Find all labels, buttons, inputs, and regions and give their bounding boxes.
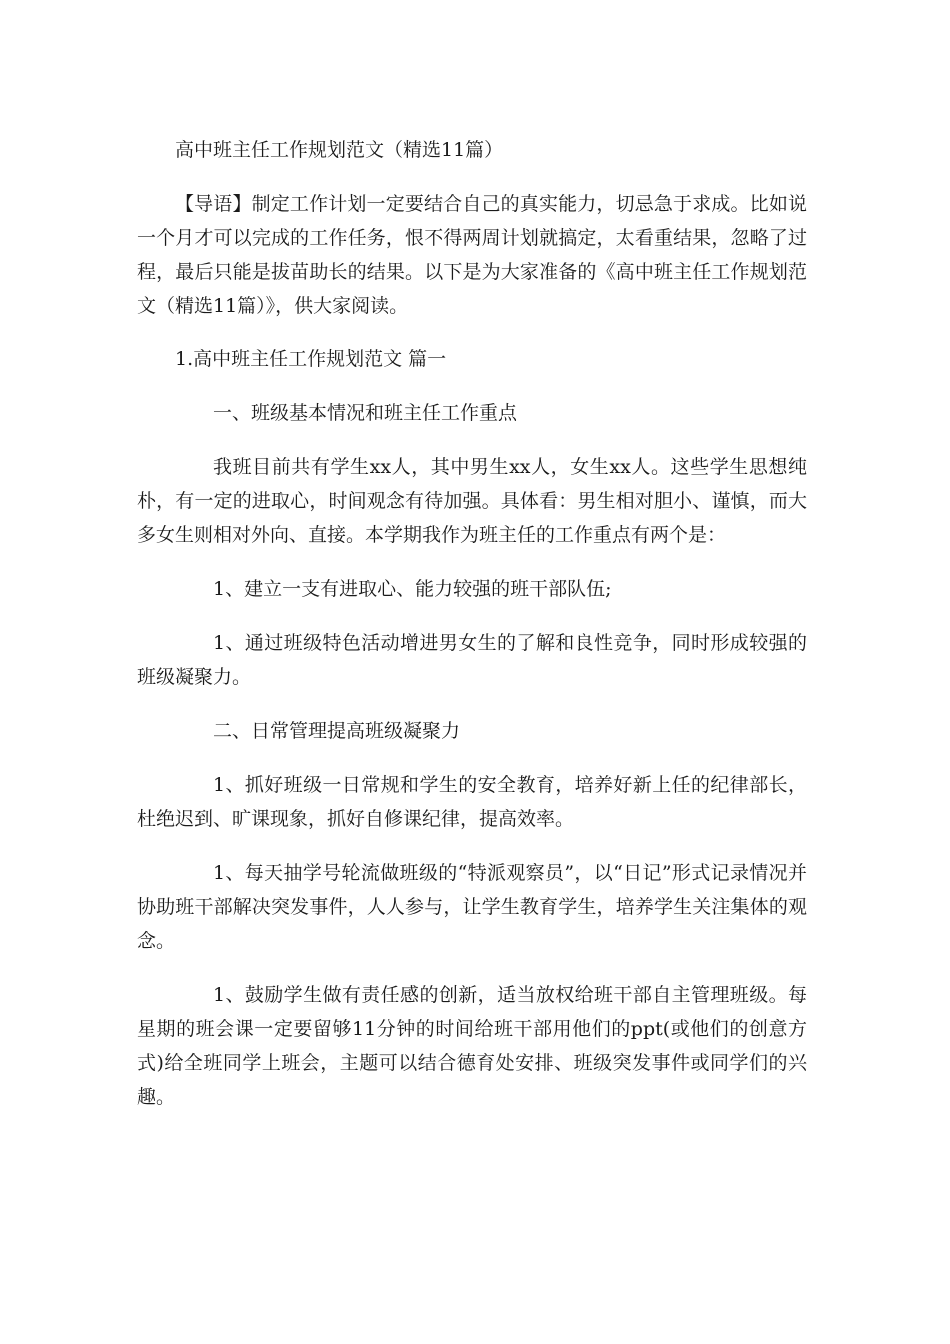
article-heading: 1.高中班主任工作规划范文 篇一 [175,348,447,370]
list-item: 1、鼓励学生做有责任感的创新，适当放权给班干部自主管理班级。每星期的班会课一定要留够11分钟的时间给班干部用他们的ppt(或他们的创意方式)给全班同学上班会，主题可以结合德育处安排、班级突发事件或同学们的兴趣。 [137,984,807,1108]
section-heading: 一、班级基本情况和班主任工作重点 [213,402,518,424]
list-item: 1、建立一支有进取心、能力较强的班干部队伍; [213,578,612,600]
list-item: 1、通过班级特色活动增进男女生的了解和良性竞争，同时形成较强的班级凝聚力。 [137,632,807,688]
section-heading: 二、日常管理提高班级凝聚力 [213,720,461,742]
body-paragraph: 我班目前共有学生xx人，其中男生xx人，女生xx人。这些学生思想纯朴，有一定的进取心，时间观念有待加强。具体看：男生相对胆小、谨慎，而大多女生则相对外向、直接。本学期我作为班主任的工作重点有两个是： [137,456,807,546]
list-item: 1、每天抽学号轮流做班级的“特派观察员”，以“日记”形式记录情况并协助班干部解决突发事件，人人参与，让学生教育学生，培养学生关注集体的观念。 [137,862,807,952]
list-item: 1、抓好班级一日常规和学生的安全教育，培养好新上任的纪律部长，杜绝迟到、旷课现象，抓好自修课纪律，提高效率。 [137,774,807,830]
intro-paragraph: 【导语】制定工作计划一定要结合自己的真实能力，切忌急于求成。比如说一个月才可以完成的工作任务，恨不得两周计划就搞定，太看重结果，忽略了过程，最后只能是拔苗助长的结果。以下是为大家准备的《高中班主任工作规划范文（精选11篇）》，供大家阅读。 [137,193,807,317]
document-title: 高中班主任工作规划范文（精选11篇） [175,139,504,161]
